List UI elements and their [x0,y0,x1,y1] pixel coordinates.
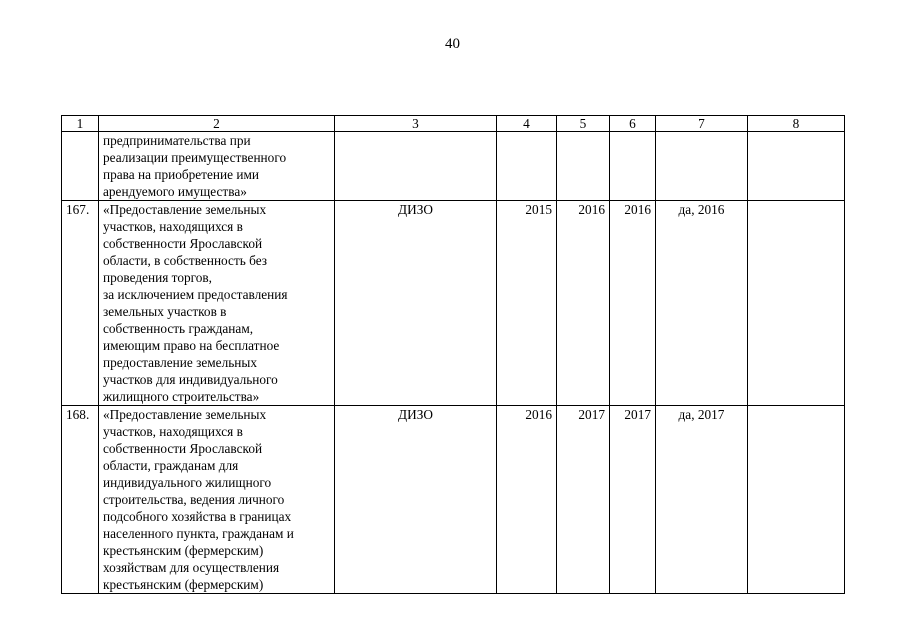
description-line: «Предоставление земельных [103,202,267,217]
description-line: строительства, ведения личного [103,492,285,507]
year-cell-4: 2016 [497,406,557,594]
description-line: предпринимательства при [103,133,251,148]
description-line: хозяйствам для осуществления [103,560,280,575]
year-cell-5: 2016 [557,201,610,406]
note-cell [748,132,845,201]
description-line: собственность гражданам, [103,321,254,336]
header-cell-4: 4 [497,116,557,132]
header-cell-3: 3 [335,116,497,132]
year-cell-6: 2017 [610,406,656,594]
organization-cell [335,132,497,201]
header-cell-5: 5 [557,116,610,132]
note-cell [748,201,845,406]
service-description-cell [99,201,335,406]
description-line: «Предоставление земельных [103,407,267,422]
year-cell-6: 2016 [610,201,656,406]
description-line: населенного пункта, гражданам и [103,526,294,541]
year-cell-6 [610,132,656,201]
status-cell: да, 2017 [656,406,748,594]
description-line: реализации преимущественного [103,150,287,165]
table-header-row [62,116,845,132]
page-number: 40 [445,36,460,52]
description-line: крестьянским (фермерским) [103,543,264,558]
year-cell-5: 2017 [557,406,610,594]
description-line: предоставление земельных [103,355,257,370]
description-line: жилищного строительства» [103,389,260,404]
table-row [62,201,845,406]
note-cell [748,406,845,594]
description-line: собственности Ярославской [103,236,263,251]
description-line: подсобного хозяйства в границах [103,509,292,524]
description-line: собственности Ярославской [103,441,263,456]
services-table [61,115,845,594]
service-description-cell [99,406,335,594]
status-cell [656,132,748,201]
year-cell-5 [557,132,610,201]
description-line: индивидуального жилищного [103,475,272,490]
description-line: области, гражданам для [103,458,239,473]
row-number-cell [62,132,99,201]
status-cell: да, 2016 [656,201,748,406]
header-cell-6: 6 [610,116,656,132]
row-number-cell: 168. [62,406,99,594]
table-row [62,132,845,201]
organization-cell: ДИЗО [335,201,497,406]
description-line: земельных участков в [103,304,227,319]
description-line: права на приобретение ими [103,167,259,182]
description-line: арендуемого имущества» [103,184,247,199]
header-cell-7: 7 [656,116,748,132]
header-cell-1: 1 [62,116,99,132]
year-cell-4: 2015 [497,201,557,406]
description-line: проведения торгов, [103,270,212,285]
description-line: участков для индивидуального [103,372,278,387]
service-description-cell [99,132,335,201]
row-number-cell: 167. [62,201,99,406]
description-line: участков, находящихся в [103,424,243,439]
table-row [62,406,845,594]
header-cell-8: 8 [748,116,845,132]
description-line: имеющим право на бесплатное [103,338,280,353]
header-cell-2: 2 [99,116,335,132]
description-line: области, в собственность без [103,253,268,268]
organization-cell: ДИЗО [335,406,497,594]
description-line: за исключением предоставления [103,287,288,302]
year-cell-4 [497,132,557,201]
description-line: участков, находящихся в [103,219,243,234]
description-line: крестьянским (фермерским) [103,577,264,592]
